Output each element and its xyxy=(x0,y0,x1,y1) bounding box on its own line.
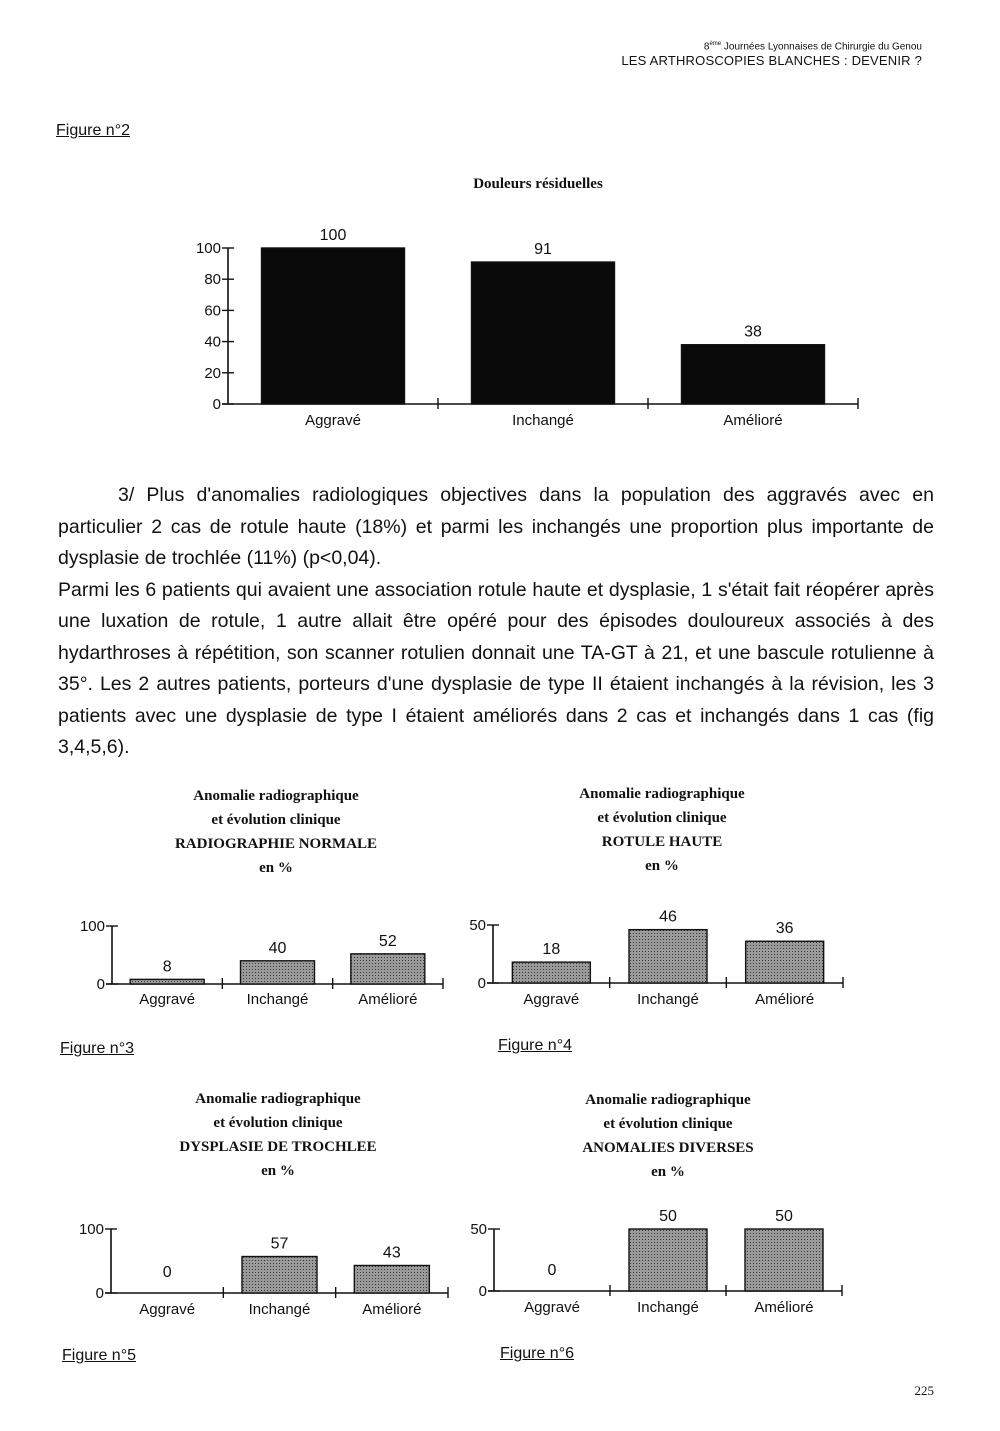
bar-value-label: 40 xyxy=(268,939,287,957)
paragraph-1: 3/ Plus d'anomalies radiologiques objectives dans la population des aggravés avec en particulier 2 cas de rotule haute (18%) et parmi les inchangés une proportion plus importante de dysplasie de trochlée (11%) (p<0,04). xyxy=(58,484,934,569)
x-tick-label: Aggravé xyxy=(305,412,361,429)
x-tick-label: Inchangé xyxy=(637,991,699,1008)
bar-value-label: 91 xyxy=(534,241,552,259)
y-tick-label: 0 xyxy=(95,1285,104,1302)
x-tick-label: Amélioré xyxy=(754,1299,814,1316)
bar-value-label: 0 xyxy=(547,1262,557,1279)
bar-value-label: 18 xyxy=(542,941,561,959)
bar-value-label: 57 xyxy=(270,1235,289,1253)
bar-value-label: 8 xyxy=(162,958,172,976)
figure-label-3: Figure n°3 xyxy=(60,1040,134,1057)
chart-title-fig6: Anomalie radiographique et évolution clinique ANOMALIES DIVERSES en % xyxy=(582,1092,754,1180)
x-tick-label: Inchangé xyxy=(512,412,574,429)
chart-title-fig2: Douleurs résiduelles xyxy=(473,176,603,192)
x-tick-label: Inchangé xyxy=(637,1299,699,1316)
figure-label-2: Figure n°2 xyxy=(56,122,130,139)
bar-value-label: 43 xyxy=(382,1244,401,1262)
chart-title-fig3: Anomalie radiographique et évolution clinique RADIOGRAPHIE NORMALE en % xyxy=(174,788,378,876)
x-tick-label: Inchangé xyxy=(246,991,309,1008)
x-tick-label: Inchangé xyxy=(248,1301,311,1318)
bar-value-label: 36 xyxy=(775,920,794,938)
figure-label-5: Figure n°5 xyxy=(62,1347,136,1364)
x-tick-label: Amélioré xyxy=(755,991,815,1008)
x-tick-label: Aggravé xyxy=(524,1299,580,1316)
figure-label-6: Figure n°6 xyxy=(500,1345,574,1362)
x-tick-label: Amélioré xyxy=(362,1301,422,1318)
page-number: 225 xyxy=(914,1383,934,1398)
bar-value-label: 52 xyxy=(378,932,397,950)
x-tick-label: Aggravé xyxy=(139,991,196,1008)
bar xyxy=(745,1229,823,1291)
y-tick-label: 40 xyxy=(204,333,221,351)
y-tick-label: 50 xyxy=(470,1221,487,1238)
header-title: LES ARTHROSCOPIES BLANCHES : DEVENIR ? xyxy=(621,53,922,69)
bar-value-label: 50 xyxy=(659,1208,677,1225)
chart-title-fig4: Anomalie radiographique et évolution clinique ROTULE HAUTE en % xyxy=(579,786,745,874)
paragraph-2: Parmi les 6 patients qui avaient une association rotule haute et dysplasie, 1 s'était fait réopérer après une luxation de rotule, 1 autre allait être opéré pour des épisodes douloureux associés à des hydarthroses à répétition, son scanner rotulien donnait une TA-GT à 21, et une bascule rotulienne à 35°. Les 2 autres patients, porteurs d'une dysplasie de type II étaient inchangés à la révision, les 3 patients avec une dysplasie de type I étaient améliorés dans 2 cas et inchangés dans 1 cas (fig 3,4,5,6). xyxy=(58,578,934,758)
y-tick-label: 60 xyxy=(204,302,221,320)
y-tick-label: 0 xyxy=(478,1283,487,1300)
header-conference: 8ème Journées Lyonnaises de Chirurgie du Genou xyxy=(703,41,922,53)
bar-value-label: 38 xyxy=(744,323,762,341)
y-tick-label: 50 xyxy=(469,917,486,934)
y-tick-label: 0 xyxy=(477,975,486,992)
y-tick-label: 0 xyxy=(96,976,105,993)
x-tick-label: Amélioré xyxy=(358,991,418,1008)
bar-value-label: 100 xyxy=(319,227,347,244)
bar-value-label: 46 xyxy=(659,908,677,926)
chart-title-fig5: Anomalie radiographique et évolution clinique DYSPLASIE DE TROCHLEE en % xyxy=(179,1091,377,1179)
y-tick-label: 80 xyxy=(204,271,221,289)
x-tick-label: Aggravé xyxy=(523,991,580,1008)
y-tick-label: 100 xyxy=(195,240,221,257)
y-tick-label: 0 xyxy=(212,396,221,413)
bar-value-label: 0 xyxy=(162,1264,172,1281)
y-tick-label: 20 xyxy=(204,364,221,382)
x-tick-label: Amélioré xyxy=(723,412,783,429)
bar xyxy=(629,1229,707,1291)
y-tick-label: 100 xyxy=(78,1221,104,1238)
y-tick-label: 100 xyxy=(79,918,105,935)
x-tick-label: Aggravé xyxy=(139,1301,196,1318)
bar-value-label: 50 xyxy=(775,1208,793,1225)
figure-label-4: Figure n°4 xyxy=(498,1037,572,1054)
